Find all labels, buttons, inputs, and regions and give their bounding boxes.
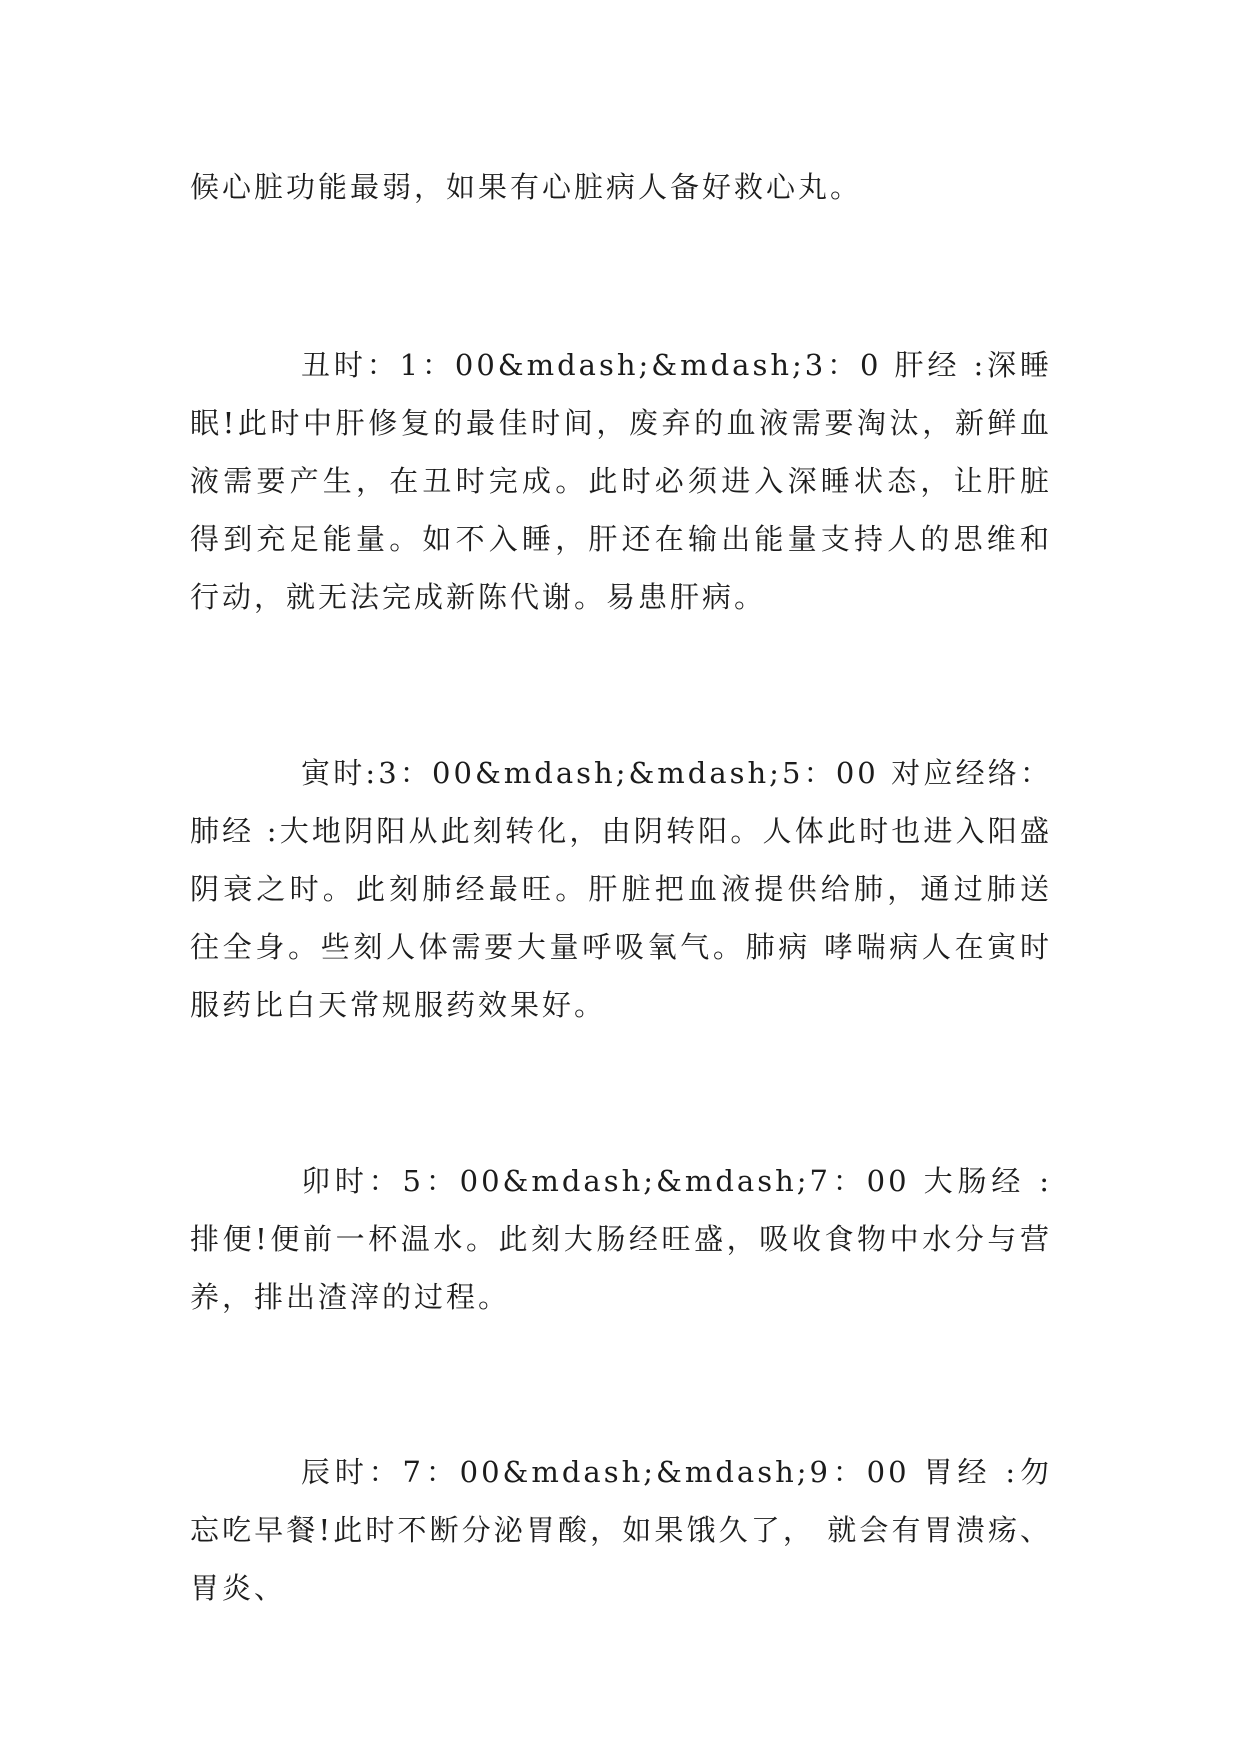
paragraph-chou-shi: 丑时：1：00&mdash;&mdash;3：0 肝经 :深睡眠!此时中肝修复的最佳时间，废弃的血液需要淘汰，新鲜血液需要产生，在丑时完成。此时必须进入深睡状态，让肝脏得到充足能量。如不入睡，肝还在输出能量支持人的思维和行动，就无法完成新陈代谢。易患肝病。 xyxy=(190,348,1052,614)
paragraph-chen-shi: 辰时：7：00&mdash;&mdash;9：00 胃经 :勿忘吃早餐!此时不断分泌胃酸，如果饿久了， 就会有胃溃疡、胃炎、 xyxy=(190,1455,1052,1605)
paragraph-yin-shi: 寅时:3：00&mdash;&mdash;5：00 对应经络：肺经 :大地阴阳从此刻转化，由阴转阳。人体此时也进入阳盛阴衰之时。此刻肺经最旺。肝脏把血液提供给肺，通过肺送往全身。些刻人体需要大量呼吸氧气。肺病 哮喘病人在寅时服药比白天常规服药效果好。 xyxy=(190,756,1052,1022)
paragraph-heart-continuation: 候心脏功能最弱，如果有心脏病人备好救心丸。 xyxy=(190,170,863,204)
paragraph-mao-shi: 卯时：5：00&mdash;&mdash;7：00 大肠经 :排便!便前一杯温水。此刻大肠经旺盛，吸收食物中水分与营养，排出渣滓的过程。 xyxy=(190,1164,1052,1314)
